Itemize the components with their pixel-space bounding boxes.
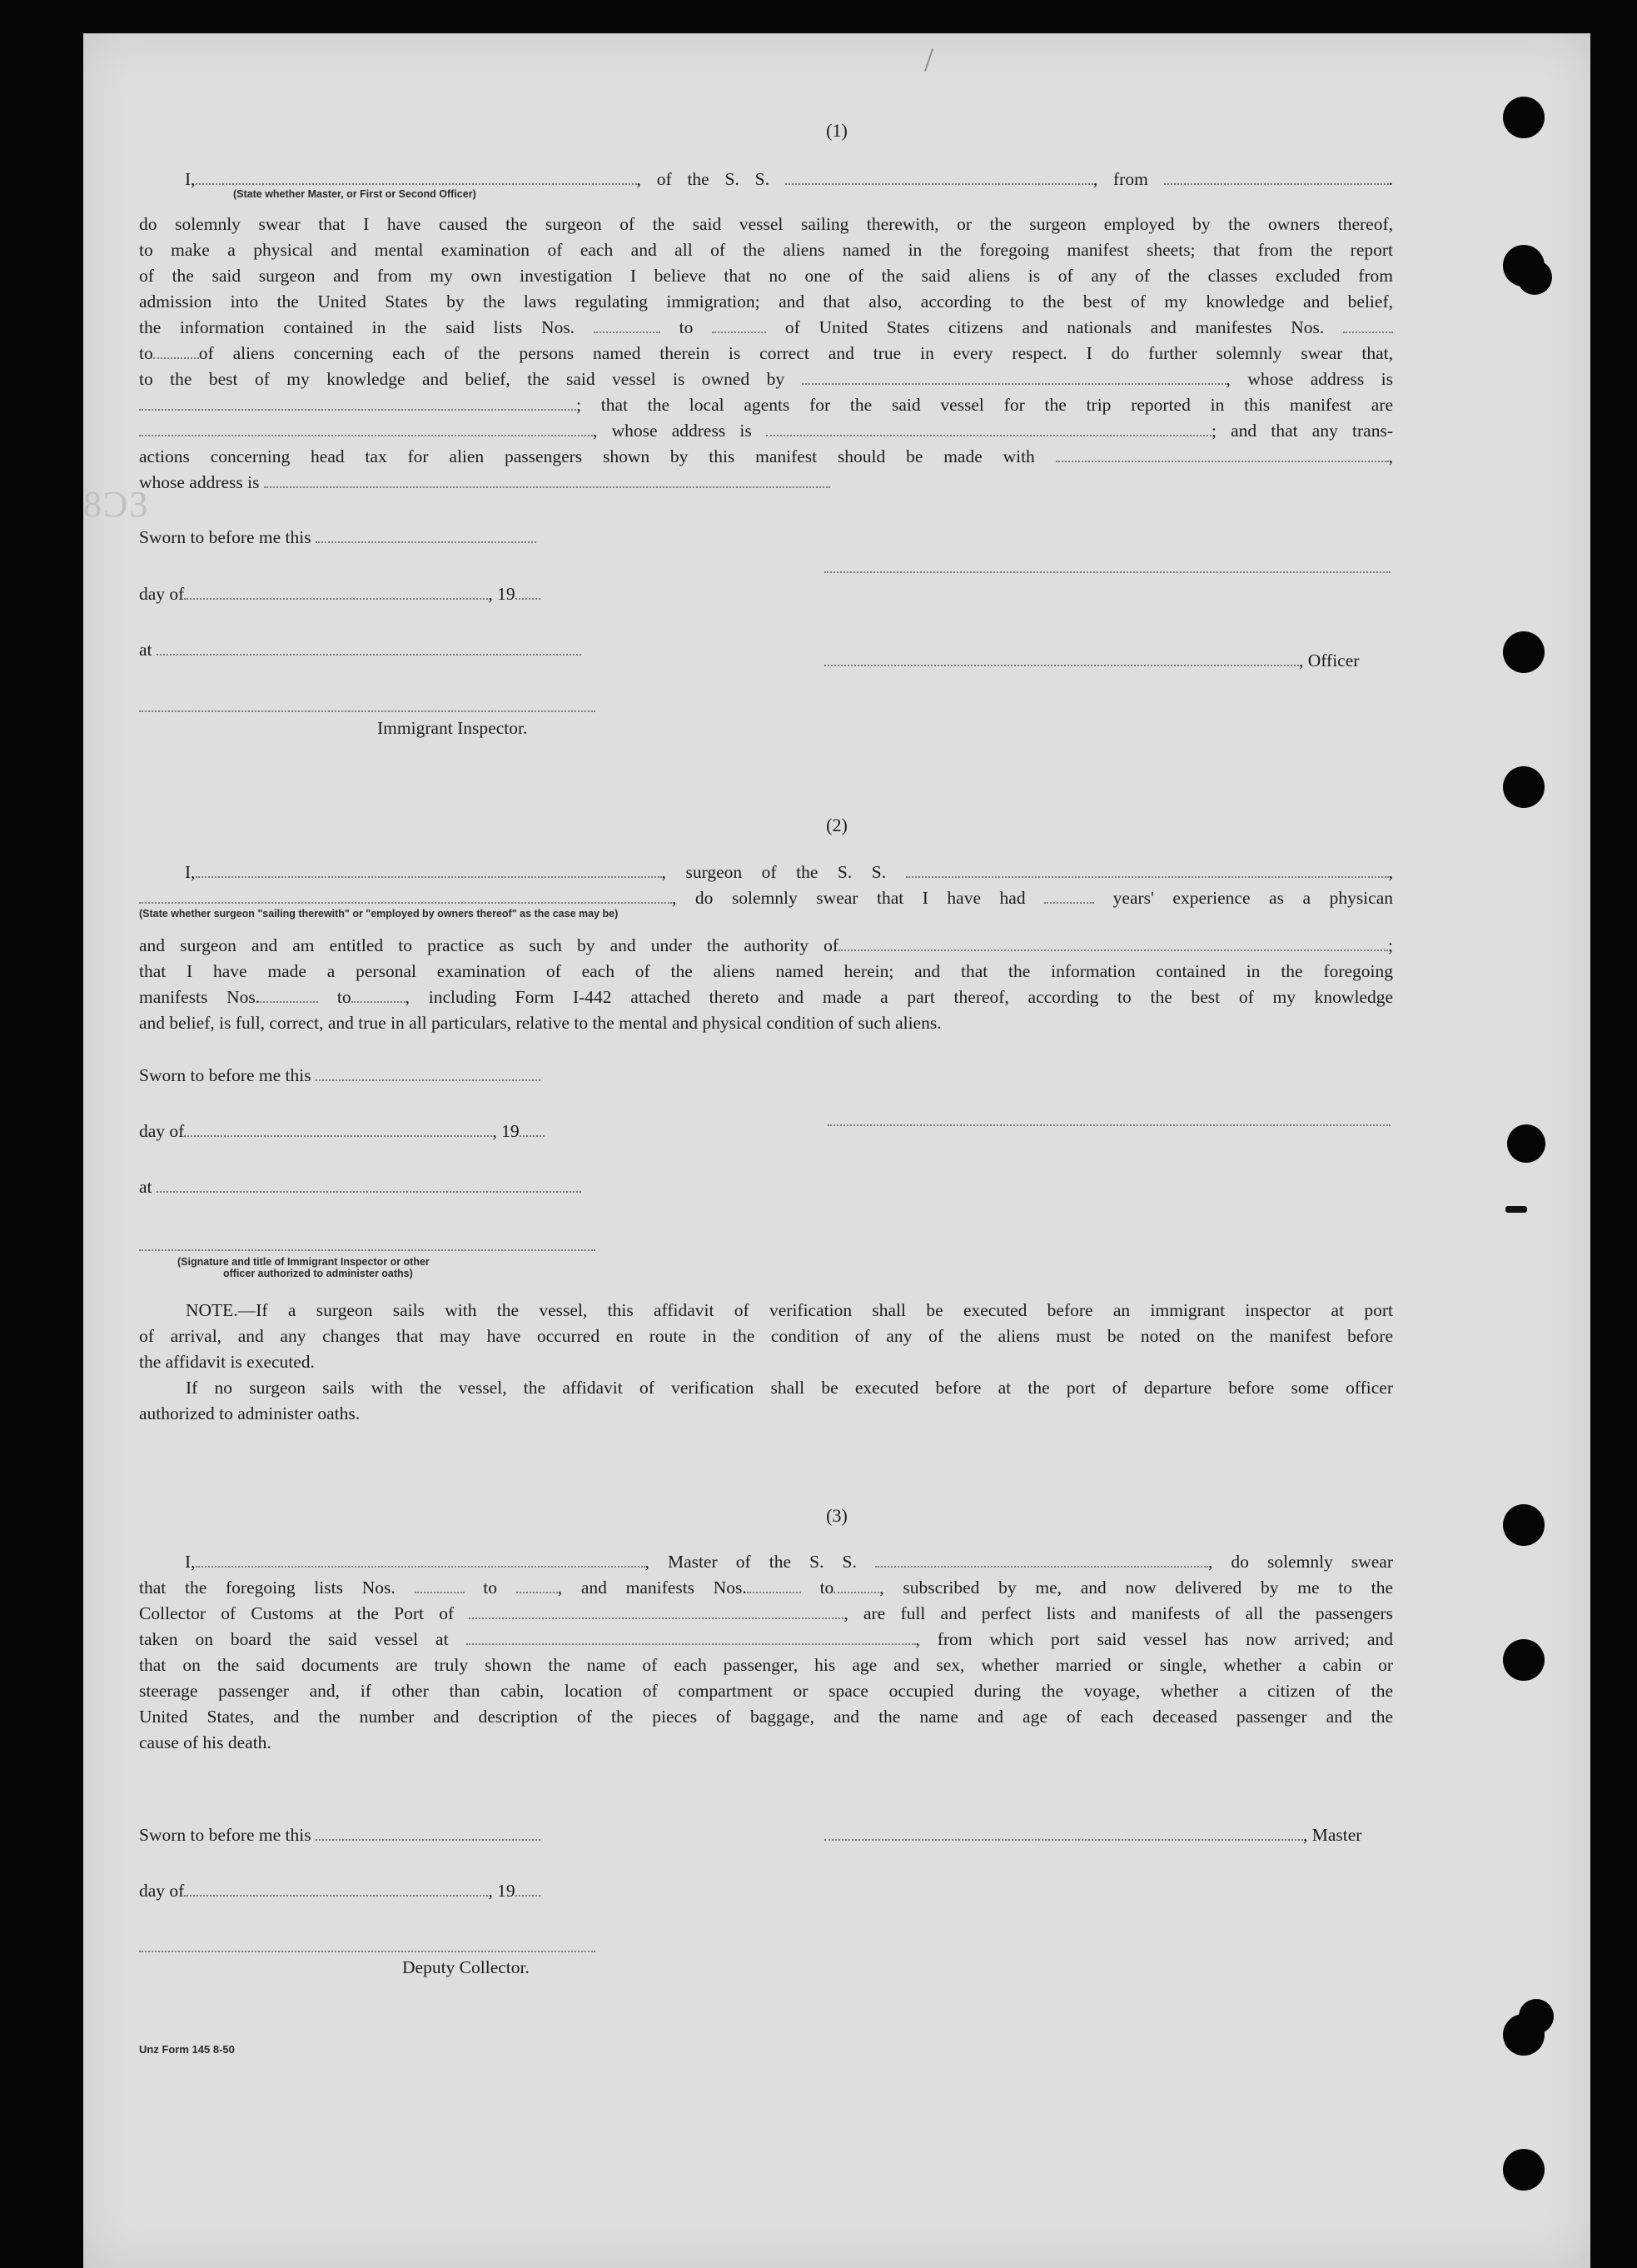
s1-line-11: actions concerning head tax for alien passengers shown by this manifest should be made with ,: [139, 446, 1393, 466]
s3-line-5: that on the said documents are truly shown the name of each passenger, his age and sex, whether married or single, whether a cabin or: [139, 1655, 1393, 1675]
s2-vessel-field[interactable]: [906, 861, 1389, 878]
bleed-through-mark: 8Ɔ3: [83, 484, 150, 525]
form-number: Unz Form 145 8-50: [139, 2043, 235, 2056]
s3-line-2: that the foregoing lists Nos. to , and manifests Nos. to , subscribed by me, and now delivered by me to the: [139, 1578, 1394, 1598]
s2-manifests-from-field[interactable]: [260, 986, 318, 1003]
punch-hole-icon: [1519, 1999, 1554, 2034]
s2-sworn-date-field[interactable]: [316, 1064, 540, 1081]
s3-day-field[interactable]: [184, 1880, 488, 1897]
punch-hole-icon: [1503, 1639, 1545, 1681]
s1-sworn-date-field[interactable]: [316, 526, 536, 543]
s3-line-3: Collector of Customs at the Port of , are full and perfect lists and manifests of all the passengers: [139, 1603, 1394, 1623]
s1-sworn-label: Sworn to before me this: [139, 526, 536, 548]
s1-line-10: , whose address is ; and that any trans-: [139, 418, 1393, 443]
surgeon-name-field[interactable]: [196, 861, 662, 878]
punch-hole-icon: [1517, 260, 1552, 295]
s2-line-4: that I have made a personal examination of each of the aliens named herein; and that the information contained in the foregoing: [139, 961, 1393, 981]
head-tax-address-field[interactable]: [264, 471, 830, 488]
vessel-name-field[interactable]: [785, 168, 1093, 185]
s1-day-field[interactable]: [184, 583, 488, 600]
punch-hole-icon: [1503, 1504, 1545, 1546]
s3-deputy-label: Deputy Collector.: [402, 1957, 530, 1977]
owner-address-field[interactable]: [139, 394, 576, 411]
s3-line-1: I, , Master of the S. S. , do solemnly swear: [185, 1552, 1394, 1572]
manifests-to-field[interactable]: [153, 342, 199, 359]
punch-hole-icon: [1503, 2149, 1545, 2191]
s3-day-label: day of , 19: [139, 1880, 540, 1902]
customs-port-field[interactable]: [469, 1603, 843, 1619]
note-line-2: of arrival, and any changes that may have occurred en route in the condition of any of the aliens must be noted on the manifest before: [139, 1326, 1393, 1346]
lists-to-field[interactable]: [712, 317, 766, 333]
boarding-port-field[interactable]: [466, 1628, 916, 1645]
master-name-field[interactable]: [196, 1551, 645, 1568]
s2-inspector-signature-line[interactable]: [139, 1249, 595, 1251]
s1-line-2: do solemnly swear that I have caused the surgeon of the said vessel sailing therewith, or the surgeon employed by the owners thereof,: [139, 214, 1393, 234]
section-1-heading: (1): [826, 120, 848, 141]
note-line-1: NOTE.—If a surgeon sails with the vessel, this affidavit of verification shall be executed before an immigrant inspector at port: [186, 1300, 1393, 1320]
s1-line-6: the information contained in the said lists Nos. to of United States citizens and nationals and manifestes Nos.: [139, 315, 1393, 340]
s2-sworn-label: Sworn to before me this: [139, 1064, 540, 1086]
section-3-heading: (3): [826, 1505, 848, 1526]
note-line-4: If no surgeon sails with the vessel, the affidavit of verification shall be executed before at the port of departure before some officer: [186, 1378, 1393, 1398]
s1-line-7: to of aliens concerning each of the persons named therein is correct and true in every respect. I do further solemnly swear that,: [139, 343, 1393, 363]
s1-officer-signature-field[interactable]: [824, 650, 1299, 666]
s3-year-field[interactable]: [515, 1880, 540, 1897]
s3-manifests-to-field[interactable]: [833, 1577, 879, 1593]
s2-line-1: I, , surgeon of the S. S. ,: [185, 862, 1393, 882]
s3-master-label: , Master: [824, 1824, 1361, 1846]
s2-at-label: at: [139, 1176, 581, 1198]
s2-sig-caption-1: (Signature and title of Immigrant Inspector or other: [177, 1256, 430, 1268]
s1-line-9: ; that the local agents for the said vessel for the trip reported in this manifest are: [139, 392, 1393, 417]
s1-line-4: of the said surgeon and from my own investigation I believe that no one of the said aliens is of any of the classes excluded from: [139, 266, 1393, 286]
s1-line-12: whose address is: [139, 470, 1393, 495]
s2-line-2: , do solemnly swear that I have had years' experience as a physican: [139, 885, 1393, 910]
punch-hole-icon: [1503, 766, 1545, 808]
s3-master-signature-field[interactable]: [824, 1824, 1303, 1841]
s1-caption: (State whether Master, or First or Second Officer): [233, 188, 476, 200]
s2-sig-caption-2: officer authorized to administer oaths): [223, 1268, 413, 1279]
s3-vessel-field[interactable]: [875, 1551, 1208, 1568]
s3-lists-to-field[interactable]: [516, 1577, 558, 1593]
s3-line-8: cause of his death.: [139, 1732, 271, 1752]
punch-hole-icon: [1503, 97, 1545, 138]
surgeon-status-field[interactable]: [139, 887, 672, 904]
s1-line-1: I, , of the S. S. , from .: [185, 169, 1393, 189]
s3-line-4: taken on board the said vessel at , from which port said vessel has now arrived; and: [139, 1629, 1393, 1649]
owner-field[interactable]: [802, 368, 1227, 385]
s1-year-field[interactable]: [515, 583, 540, 600]
from-port-field[interactable]: [1164, 168, 1389, 185]
head-tax-contact-field[interactable]: [1056, 446, 1389, 462]
s2-at-field[interactable]: [157, 1176, 581, 1193]
s3-line-7: United States, and the number and description of the pieces of baggage, and the name and age of each deceased passenger and the: [139, 1707, 1393, 1727]
s1-officer-label: , Officer: [824, 650, 1359, 671]
s1-inspector-signature-line[interactable]: [139, 710, 595, 712]
agents-address-field[interactable]: [766, 420, 1212, 436]
punch-hole-icon: [1503, 631, 1545, 673]
s1-line-8: to the best of my knowledge and belief, the said vessel is owned by , whose address is: [139, 369, 1393, 389]
s3-line-6: steerage passenger and, if other than cabin, location of compartment or space occupied during the voyage, whether a citizen of the: [139, 1681, 1393, 1701]
s1-inspector-label: Immigrant Inspector.: [377, 718, 528, 738]
s3-sworn-label: Sworn to before me this: [139, 1824, 540, 1846]
section-2-heading: (2): [826, 815, 848, 835]
s2-line-3: and surgeon and am entitled to practice as such by and under the authority of ;: [139, 935, 1393, 955]
s1-day-label: day of , 19: [139, 583, 540, 605]
note-line-3: the affidavit is executed.: [139, 1352, 315, 1372]
s2-day-field[interactable]: [184, 1120, 492, 1137]
s1-at-label: at: [139, 639, 581, 660]
s1-officer-signature-line-1[interactable]: [824, 571, 1391, 573]
s1-line-3: to make a physical and mental examination of each and all of the aliens named in the foregoing manifest sheets; that from the report: [139, 240, 1393, 260]
document-page: [83, 33, 1590, 2268]
ink-blot: [1505, 1206, 1527, 1213]
s2-surgeon-signature-line[interactable]: [828, 1124, 1391, 1126]
s2-caption: (State whether surgeon "sailing therewith" or "employed by owners thereof" as the case may be): [139, 908, 619, 920]
local-agents-field[interactable]: [139, 420, 593, 436]
s1-line-5: admission into the United States by the laws regulating immigration; and that also, according to the best of my knowledge and belief,: [139, 292, 1393, 312]
s3-lists-from-field[interactable]: [415, 1577, 465, 1593]
authority-field[interactable]: [838, 935, 1388, 951]
s1-at-field[interactable]: [157, 639, 581, 655]
s3-sworn-date-field[interactable]: [316, 1824, 540, 1841]
s3-manifests-from-field[interactable]: [747, 1577, 801, 1593]
punch-hole-icon: [1507, 1124, 1545, 1163]
note-line-5: authorized to administer oaths.: [139, 1403, 361, 1423]
s2-day-label: day of , 19: [139, 1120, 545, 1142]
lists-from-field[interactable]: [594, 317, 660, 333]
s2-line-5: manifests Nos. to , including Form I-442 attached thereto and made a part thereof, according to the best of my knowledge: [139, 987, 1394, 1007]
years-experience-field[interactable]: [1044, 887, 1094, 904]
s3-deputy-signature-line[interactable]: [139, 1951, 595, 1952]
officer-rank-field[interactable]: [196, 168, 637, 185]
s2-line-6: and belief, is full, correct, and true in all particulars, relative to the mental and physical condition of such aliens.: [139, 1013, 942, 1033]
s2-year-field[interactable]: [520, 1120, 545, 1137]
pencil-mark: /: [924, 41, 934, 78]
s2-manifests-to-field[interactable]: [351, 986, 406, 1003]
manifests-from-field[interactable]: [1343, 317, 1393, 333]
